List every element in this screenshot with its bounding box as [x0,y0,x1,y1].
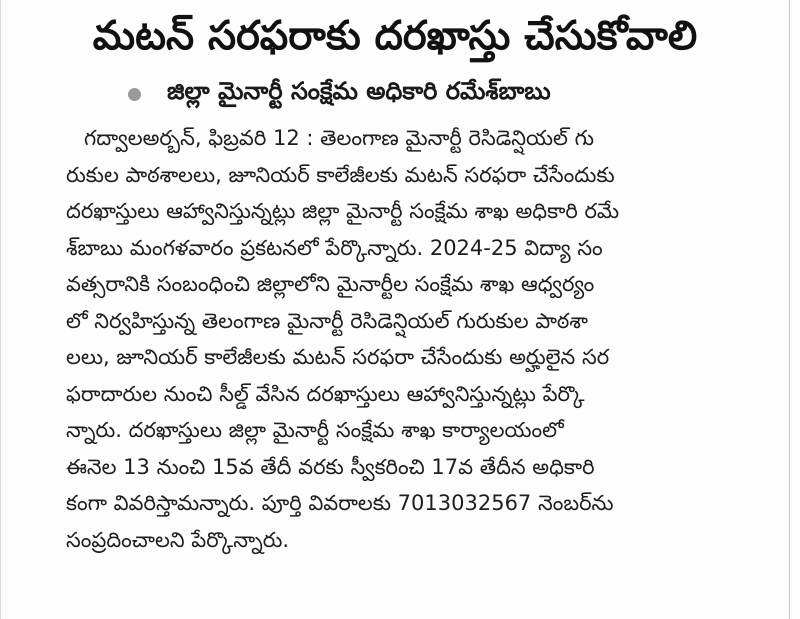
bullet-icon [128,88,141,101]
article-subhead [128,76,551,112]
body-line: గద్వాలఅర్బన్, ఫిబ్రవరి 12 : తెలంగాణ మైనార్టీ రెసిడెన్షియల్ గు [84,126,595,150]
body-line: ఈనెల 13 నుంచి 15వ తేదీ వరకు స్వీకరించి 17వ తేదీన అధికారి [66,454,595,479]
article-body [66,120,718,558]
article-headline: మటన్ సరఫరాకు దరఖాస్తు చేసుకోవాలి [92,13,698,59]
subhead-text: జిల్లా మైనార్టీ సంక్షేమ అధికారి రమేశ్‌బాబు [167,77,551,105]
left-border [0,0,1,619]
body-line: సంప్రదించాలని పేర్కొన్నారు. [66,527,290,552]
right-border [789,0,790,619]
body-line: కంగా వివరిస్తామన్నారు. పూర్తి వివరాలకు 7013032567 నెంబర్‌ను [66,491,614,515]
body-line: వత్సరానికి సంబంధించి జిల్లాలోని మైనార్టీల సంక్షేమ శాఖ ఆధ్వర్యం [66,272,595,296]
body-line: లో నిర్వహిస్తున్న తెలంగాణ మైనార్టీ రెసిడెన్షియల్ గురుకుల పాఠశా [66,308,588,333]
body-line: రుకుల పాఠశాలలు, జూనియర్ కాలేజీలకు మటన్ సరఫరా చేసేందుకు [66,162,615,187]
body-line: దరఖాస్తులు ఆహ్వానిస్తున్నట్లు జిల్లా మైనార్టీ సంక్షేమ శాఖ అధికారి రమే [66,199,620,223]
body-line: శ్‌బాబు మంగళవారం ప్రకటనలో పేర్కొన్నారు. 2024-25 విద్యా సం [66,235,603,260]
body-line: న్నారు. దరఖాస్తులు జిల్లా మైనార్టీ సంక్షేమ శాఖ కార్యాలయంలో [66,418,564,442]
body-line: లలు, జూనియర్ కాలేజీలకు మటన్ సరఫరా చేసేందుకు అర్హులైన సర [66,345,610,369]
body-line: ఫరాదారుల నుంచి సీల్డ్ వేసిన దరఖాస్తులు ఆహ్వానిస్తున్నట్లు పేర్కొ [66,381,585,406]
